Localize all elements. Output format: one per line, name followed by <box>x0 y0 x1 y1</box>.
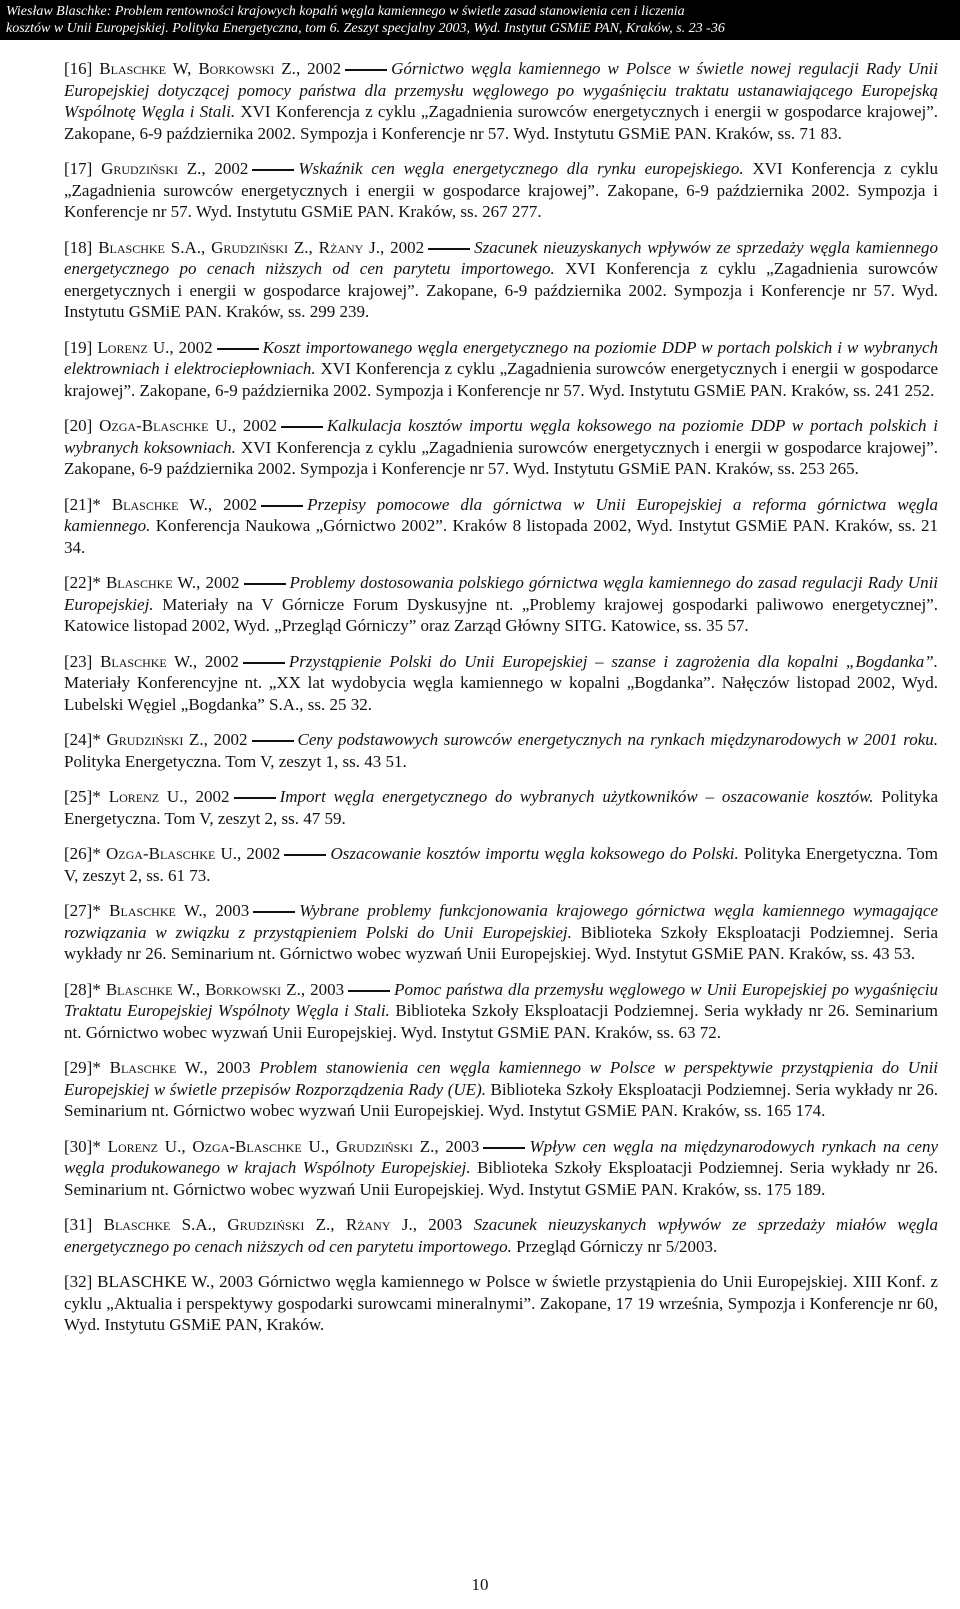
reference-authors: Lorenz U. <box>97 337 170 357</box>
reference-title: Górnictwo węgla kamiennego w Polsce w świetle nowej regulacji Rady Unii Europejskiej dotyczącej pomocy państwa dla przemysłu węglowego po wygaśnięciu traktatu ustanawiającego Europejską Wspólnotę Węgla i Stali. <box>64 59 938 121</box>
reference-authors: Blaschke W. <box>100 651 193 671</box>
reference-year: , 2002 <box>380 237 425 257</box>
reference-item <box>62 786 938 829</box>
em-dash-rule <box>261 505 303 507</box>
reference-item <box>62 979 938 1044</box>
reference-authors: Blaschke W. <box>109 901 203 920</box>
reference-item <box>62 1057 938 1122</box>
reference-item <box>62 494 938 559</box>
em-dash-rule <box>483 1147 525 1149</box>
header-line-2: kosztów w Unii Europejskiej. Polityka Energetyczna, tom 6. Zeszyt specjalny 2003, Wyd. Instytut GSMiE PAN, Kraków, s. 23 -36 <box>6 21 725 36</box>
reference-source: Biblioteka Szkoły Eksploatacji Podziemnej. Seria wykłady nr 26. Seminarium nt. Górnictwo wobec wyzwań Unii Europejskiej. Wyd. Instytut GSMiE PAN. Kraków, ss. 63 72. <box>64 1001 938 1042</box>
reference-year: , 2002 <box>207 494 258 514</box>
reference-title: Pomoc państwa dla przemysłu węglowego w Unii Europejskiej po wygaśnięciu Traktatu Europejskiej Wspólnoty Węgla i Stali. <box>64 979 938 1020</box>
reference-year: , 2002 <box>196 573 240 592</box>
em-dash-rule <box>217 348 259 350</box>
reference-authors: Grudziński Z. <box>101 159 202 178</box>
em-dash-rule <box>252 740 294 742</box>
em-dash-rule <box>244 583 286 585</box>
em-dash-rule <box>252 169 294 171</box>
reference-authors: Ozga-Blaschke U. <box>99 416 232 435</box>
reference-year: , 2003 <box>202 901 250 920</box>
running-header <box>0 0 960 40</box>
reference-number: [19] <box>64 337 93 357</box>
reference-title: Wpływ cen węgla na międzynarodowych rynkach na ceny węgla produkowanego w krajach Wspólnoty Europejskiej. <box>64 1136 938 1177</box>
reference-source: Polityka Energetyczna. Tom V, zeszyt 1, ss. 43 51. <box>64 751 407 771</box>
reference-item <box>62 1136 938 1201</box>
reference-authors: Blaschke W. <box>105 573 197 592</box>
reference-source: Polityka Energetyczna. Tom V, zeszyt 2, ss. 61 73. <box>64 844 939 885</box>
em-dash-rule <box>284 854 326 856</box>
reference-number: [25]* <box>64 787 101 806</box>
reference-authors: Blaschke W., Borkowski Z. <box>105 979 301 999</box>
page-number: 10 <box>471 1575 489 1594</box>
reference-authors: Blaschke W, Borkowski Z. <box>99 59 296 78</box>
em-dash-rule <box>345 69 387 71</box>
reference-source: Materiały Konferencyjne nt. „XX lat wydobycia węgla kamiennego w kopalni „Bogdanka”. Nałęczów listopad 2002, Wyd. Lubelski Węgiel „Bogdanka” S.A., ss. 25 32. <box>64 673 938 714</box>
reference-item <box>62 572 938 637</box>
reference-title: Kalkulacja kosztów importu węgla koksowego na poziomie DDP w portach polskich i wybranych koksowniach. <box>64 416 938 457</box>
em-dash-rule <box>253 911 295 913</box>
reference-title: Przystąpienie Polski do Unii Europejskiej – szanse i zagrożenia dla kopalni „Bogdanka”. <box>288 651 939 671</box>
header-line-1: Wiesław Blaschke: Problem rentowności krajowych kopalń węgla kamiennego w świetle zasad stanowienia cen i liczenia <box>6 4 685 19</box>
reference-authors: Blaschke W. <box>109 1058 204 1077</box>
reference-year: , 2002 <box>183 787 230 806</box>
reference-number: [32] <box>64 1272 93 1291</box>
reference-authors: Lorenz U., Ozga-Blaschke U., Grudziński Z. <box>107 1136 435 1156</box>
em-dash-rule <box>428 248 470 250</box>
reference-number: [18] <box>64 237 93 257</box>
reference-authors: Ozga-Blaschke U. <box>106 844 237 863</box>
reference-number: [17] <box>64 159 93 178</box>
reference-year: , 2002 <box>201 159 249 178</box>
reference-year: , 2002 <box>231 416 277 435</box>
reference-year: , 2003 <box>434 1136 480 1156</box>
reference-number: [20] <box>64 416 93 435</box>
reference-number: [28]* <box>64 979 101 999</box>
reference-source: Polityka Energetyczna. Tom V, zeszyt 2, ss. 47 59. <box>64 787 939 828</box>
reference-item <box>62 1214 938 1257</box>
em-dash-rule <box>243 662 285 664</box>
reference-authors: Grudziński Z. <box>106 730 204 749</box>
reference-title: Wskaźnik cen węgla energetycznego dla rynku europejskiego. <box>298 159 744 178</box>
reference-source: XVI Konferencja z cyklu „Zagadnienia surowców energetycznych i energii w gospodarce krajowej”. Zakopane, 6-9 października 2002. Sympozja i Konferencje nr 57. Wyd. Instytutu GSMiE PAN. Kraków, ss. 299 239. <box>64 259 938 321</box>
reference-authors: Blaschke S.A., Grudziński Z., Rżany J. <box>103 1215 413 1234</box>
reference-item <box>62 651 938 716</box>
reference-title: Problem stanowienia cen węgla kamiennego w Polsce w perspektywie przystąpienia do Unii Europejskiej w świetle przepisów Rozporządzenia Rady (UE). <box>64 1058 939 1099</box>
em-dash-rule <box>281 426 323 428</box>
reference-source: XVI Konferencja z cyklu „Zagadnienia surowców energetycznych i energii w gospodarce krajowej”. Zakopane, 6-9 października 2002. Sympozja i Konferencje nr 57. Wyd. Instytutu GSMiE PAN. Kraków, ss. 71 83. <box>64 102 939 143</box>
reference-title: Import węgla energetycznego do wybranych użytkowników – oszacowanie kosztów. <box>279 787 874 806</box>
reference-title: Oszacowanie kosztów importu węgla koksowego do Polski. <box>330 844 739 863</box>
reference-number: [23] <box>64 651 93 671</box>
reference-source: Konferencja Naukowa „Górnictwo 2002”. Kraków 8 listopada 2002, Wyd. Instytut GSMiE PAN. Kraków, ss. 21 34. <box>64 516 938 557</box>
reference-item <box>62 1271 938 1336</box>
reference-title: Szacunek nieuzyskanych wpływów ze sprzedaży węgla kamiennego energetycznego po cenach niższych od cen parytetu importowego. <box>64 237 939 278</box>
reference-source: XVI Konferencja z cyklu „Zagadnienia surowców energetycznych i energii w gospodarce krajowej”. Zakopane, 6-9 października 2002. Sympozja i Konferencje nr 57. Wyd. Instytutu GSMiE PAN. Kraków, ss. 241 252. <box>64 359 938 400</box>
reference-item <box>62 58 938 144</box>
reference-source: Biblioteka Szkoły Eksploatacji Podziemnej. Seria wykłady nr 26. Seminarium nt. Górnictwo wobec wyzwań Unii Europejskiej. Wyd. Instytut GSMiE PAN. Kraków, ss. 165 174. <box>64 1079 938 1120</box>
reference-source: Górnictwo węgla kamiennego w Polsce w świetle przystąpienia do Unii Europejskiej. XIII Konf. z cyklu „Aktualia i perspektywy gospodarki surowcami mineralnymi”. Zakopane, 17 19 września, Sympozja i Konferencje nr 60, Wyd. Instytutu GSMiE PAN, Kraków. <box>64 1272 938 1334</box>
reference-item <box>62 900 938 965</box>
em-dash-rule <box>348 990 390 992</box>
reference-number: [30]* <box>64 1136 101 1156</box>
reference-list <box>62 58 938 1350</box>
reference-item <box>62 158 938 223</box>
reference-authors: Blaschke W. <box>111 494 208 514</box>
reference-number: [31] <box>64 1215 93 1234</box>
reference-year: , 2003 <box>203 1058 251 1077</box>
reference-number: [24]* <box>64 730 101 749</box>
reference-source: Biblioteka Szkoły Eksploatacji Podziemnej. Seria wykłady nr 26. Seminarium nt. Górnictwo wobec wyzwań Unii Europejskiej. Wyd. Instytut GSMiE PAN. Kraków, ss. 175 189. <box>64 1158 938 1199</box>
reference-year: , 2002 <box>295 59 342 78</box>
reference-year: , 2003 <box>300 979 345 999</box>
reference-authors: BLASCHKE W. <box>97 1272 211 1291</box>
reference-year: , 2002 <box>203 730 248 749</box>
reference-authors: Lorenz U. <box>108 787 184 806</box>
reference-number: [29]* <box>64 1058 101 1077</box>
reference-source: Biblioteka Szkoły Eksploatacji Podziemnej. Seria wykłady nr 26. Seminarium nt. Górnictwo wobec wyzwań Unii Europejskiej. Wyd. Instytut GSMiE PAN. Kraków, ss. 43 53. <box>64 922 939 963</box>
reference-item <box>62 337 938 402</box>
reference-year: , 2002 <box>192 651 239 671</box>
reference-title: Wybrane problemy funkcjonowania krajowego górnictwa węgla kamiennego wymagające rozwiązania w związku z przystąpieniem Polski do Unii Europejskiej. <box>64 901 939 942</box>
reference-number: [26]* <box>64 844 101 863</box>
reference-source: Materiały na V Górnicze Forum Dyskusyjne nt. „Problemy krajowej gospodarki paliwowo energetycznej”. Katowice listopad 2002, Wyd. „Przegląd Górniczy” oraz Zarząd Główny SITG. Katowice, ss. 35 57. <box>64 594 938 635</box>
reference-number: [27]* <box>64 901 101 920</box>
reference-title: Ceny podstawowych surowców energetycznych na rynkach międzynarodowych w 2001 roku. <box>297 730 939 749</box>
reference-source: XVI Konferencja z cyklu „Zagadnienia surowców energetycznych i energii w gospodarce krajowej”. Zakopane, 6-9 października 2002. Sympozja i Konferencje nr 57. Wyd. Instytutu GSMiE PAN. Kraków, ss. 267 277. <box>64 159 939 221</box>
reference-number: [21]* <box>64 494 101 514</box>
reference-item <box>62 843 938 886</box>
reference-item <box>62 415 938 480</box>
reference-year: , 2003 <box>412 1215 463 1234</box>
reference-number: [22]* <box>64 573 101 592</box>
reference-item <box>62 237 938 323</box>
reference-authors: Blaschke S.A., Grudziński Z., Rżany J. <box>98 237 381 257</box>
reference-title: Szacunek nieuzyskanych wpływów ze sprzedaży miałów węgla energetycznego po cenach niższych od cen parytetu importowego. <box>64 1215 939 1256</box>
reference-year: , 2002 <box>169 337 213 357</box>
reference-source: Przegląd Górniczy nr 5/2003. <box>511 1236 718 1256</box>
reference-number: [16] <box>64 59 93 78</box>
reference-title: Problemy dostosowania polskiego górnictwa węgla kamiennego do zasad regulacji Rady Unii Europejskiej. <box>64 573 939 614</box>
reference-source: XVI Konferencja z cyklu „Zagadnienia surowców energetycznych i energii w gospodarce krajowej”. Zakopane, 6-9 października 2002. Sympozja i Konferencje nr 57. Wyd. Instytutu GSMiE PAN. Kraków, ss. 253 265. <box>64 437 938 478</box>
reference-title: Przepisy pomocowe dla górnictwa w Unii Europejskiej a reforma górnictwa węgla kamiennego. <box>64 494 939 535</box>
reference-year: , 2003 <box>210 1272 254 1291</box>
em-dash-rule <box>234 797 276 799</box>
reference-year: , 2002 <box>237 844 281 863</box>
reference-title: Koszt importowanego węgla energetycznego na poziomie DDP w portach polskich i w wybranych elektrowniach i elektrociepłowniach. <box>64 337 939 378</box>
reference-item <box>62 729 938 772</box>
